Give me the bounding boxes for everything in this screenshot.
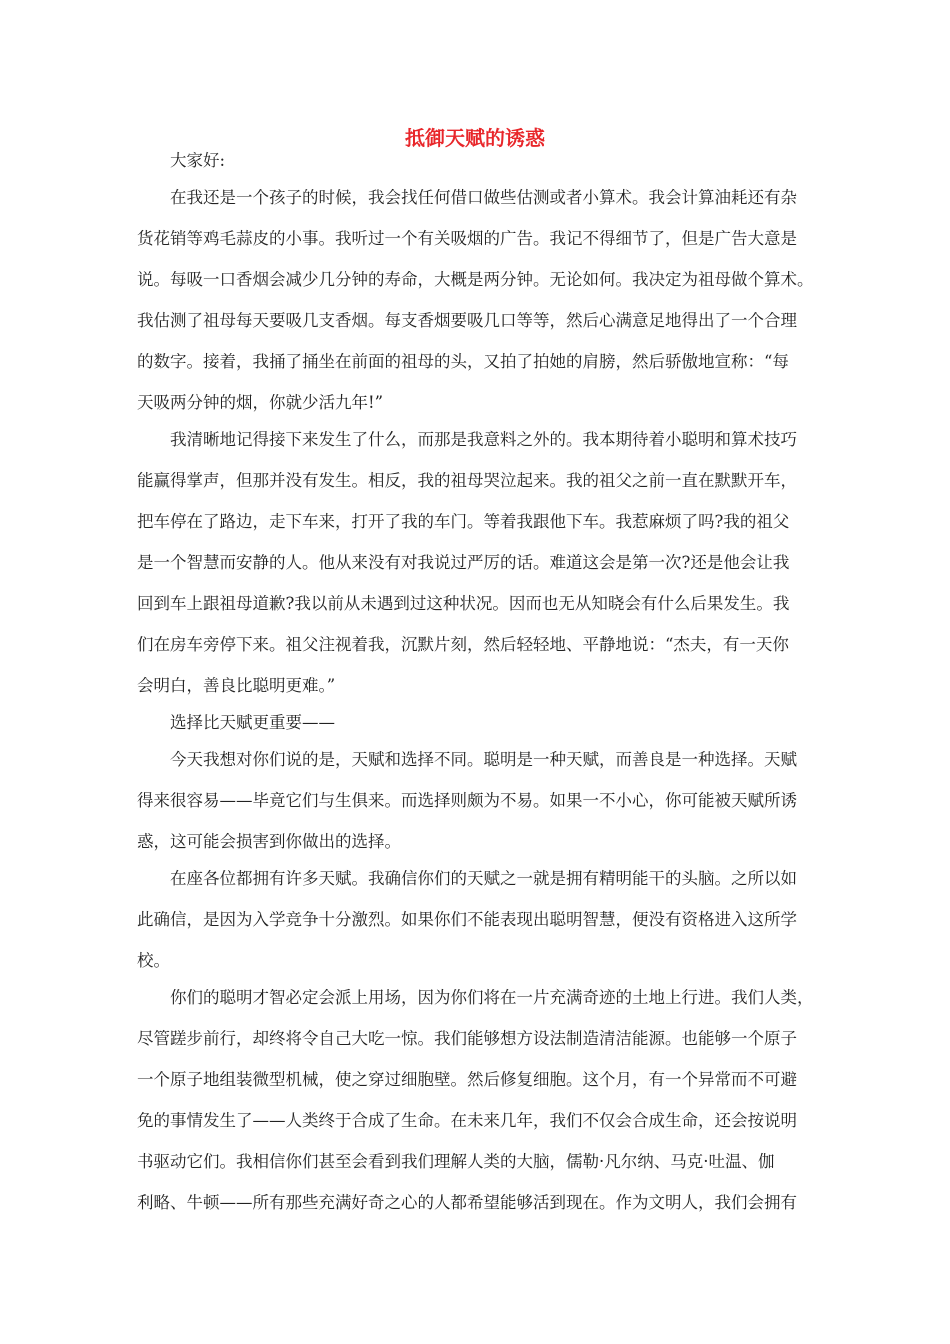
- body-line: 说。每吸一口香烟会减少几分钟的寿命，大概是两分钟。无论如何。我决定为祖母做个算术。: [137, 270, 814, 289]
- section-heading: 选择比天赋更重要——: [170, 713, 335, 732]
- body-line: 我估测了祖母每天要吸几支香烟。每支香烟要吸几口等等，然后心满意足地得出了一个合理: [137, 311, 797, 330]
- body-line: 你们的聪明才智必定会派上用场，因为你们将在一片充满奇迹的土地上行进。我们人类，: [170, 988, 814, 1007]
- body-line: 货花销等鸡毛蒜皮的小事。我听过一个有关吸烟的广告。我记不得细节了，但是广告大意是: [137, 229, 797, 248]
- body-line: 在我还是一个孩子的时候，我会找任何借口做些估测或者小算术。我会计算油耗还有杂: [170, 188, 797, 207]
- body-line: 能赢得掌声，但那并没有发生。相反，我的祖母哭泣起来。我的祖父之前一直在默默开车，: [137, 471, 797, 490]
- body-line: 今天我想对你们说的是，天赋和选择不同。聪明是一种天赋，而善良是一种选择。天赋: [170, 750, 797, 769]
- body-line: 天吸两分钟的烟，你就少活九年!”: [137, 393, 384, 412]
- body-line: 在座各位都拥有许多天赋。我确信你们的天赋之一就是拥有精明能干的头脑。之所以如: [170, 869, 797, 888]
- body-line: 大家好:: [170, 151, 226, 170]
- body-line: 把车停在了路边，走下车来，打开了我的车门。等着我跟他下车。我惹麻烦了吗?我的祖父: [137, 512, 790, 531]
- body-line: 此确信，是因为入学竞争十分激烈。如果你们不能表现出聪明智慧，便没有资格进入这所学: [137, 910, 797, 929]
- body-line: 惑，这可能会损害到你做出的选择。: [137, 832, 401, 851]
- body-line: 会明白，善良比聪明更难。”: [137, 676, 336, 695]
- body-line: 们在房车旁停下来。祖父注视着我，沉默片刻，然后轻轻地、平静地说：“杰夫，有一天你: [137, 635, 789, 654]
- body-line: 回到车上跟祖母道歉?我以前从未遇到过这种状况。因而也无从知晓会有什么后果发生。我: [137, 594, 790, 613]
- body-line: 尽管蹉步前行，却终将令自己大吃一惊。我们能够想方设法制造清洁能源。也能够一个原子: [137, 1029, 797, 1048]
- body-line: 一个原子地组装微型机械，使之穿过细胞壁。然后修复细胞。这个月，有一个异常而不可避: [137, 1070, 797, 1089]
- body-line: 得来很容易——毕竟它们与生俱来。而选择则颇为不易。如果一不小心，你可能被天赋所诱: [137, 791, 797, 810]
- document-title: 抵御天赋的诱惑: [405, 126, 545, 150]
- body-line: 我清晰地记得接下来发生了什么，而那是我意料之外的。我本期待着小聪明和算术技巧: [170, 430, 797, 449]
- body-line: 书驱动它们。我相信你们甚至会看到我们理解人类的大脑，儒勒·凡尔纳、马克·吐温、伽: [137, 1152, 775, 1171]
- body-line: 利略、牛顿——所有那些充满好奇之心的人都希望能够活到现在。作为文明人，我们会拥有: [137, 1193, 797, 1212]
- body-line: 免的事情发生了——人类终于合成了生命。在未来几年，我们不仅会合成生命，还会按说明: [137, 1111, 797, 1130]
- body-line: 校。: [137, 951, 170, 970]
- body-line: 的数字。接着，我捅了捅坐在前面的祖母的头，又拍了拍她的肩膀，然后骄傲地宣称：“每: [137, 352, 789, 371]
- body-line: 是一个智慧而安静的人。他从来没有对我说过严厉的话。难道这会是第一次?还是他会让我: [137, 553, 790, 572]
